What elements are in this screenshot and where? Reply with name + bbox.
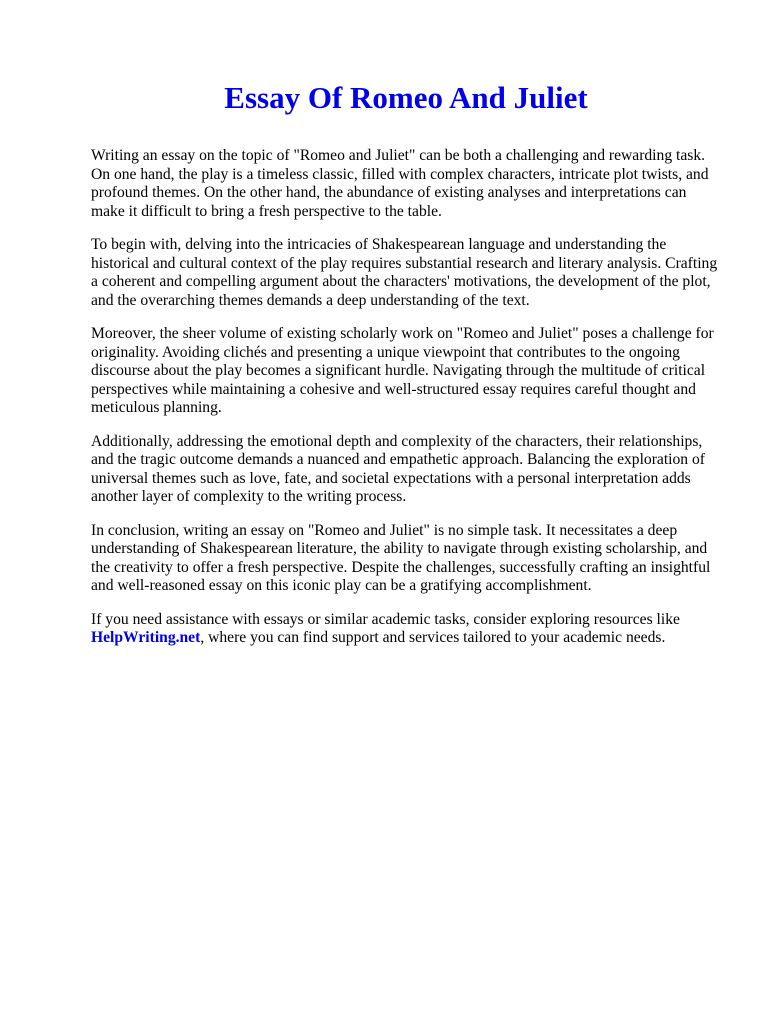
text-line: In conclusion, writing an essay on "Romeo and Juliet" is no simple task. It necessitates a deep [91,521,678,539]
closing-line-rest: , where you can find support and services tailored to your academic needs. [200,629,666,646]
paragraph-3 [91,325,731,418]
closing-paragraph [91,611,731,648]
text-line: Writing an essay on the topic of "Romeo and Juliet" can be both a challenging and rewarding task. [91,147,706,164]
text-line: understanding of Shakespearean literature, the ability to navigate through existing scholarship, and [91,540,708,557]
text-line: If you need assistance with essays or similar academic tasks, consider exploring resources like [91,610,680,628]
paragraph-5 [91,522,731,596]
text-line: Additionally, addressing the emotional depth and complexity of the characters, their relationships, [91,432,703,450]
text-line: profound themes. On the other hand, the abundance of existing analyses and interpretations can [91,184,687,201]
text-line [91,629,731,648]
essay-body [91,147,731,663]
paragraph-1 [91,147,731,221]
text-line: another layer of complexity to the writing process. [91,488,407,505]
text-line: meticulous planning. [91,399,222,416]
text-line: a coherent and compelling argument about the characters' motivations, the development of the plot, [91,273,711,290]
text-line: On one hand, the play is a timeless classic, filled with complex characters, intricate plot twists, and [91,165,709,183]
page-title: Essay Of Romeo And Juliet [224,80,588,115]
helpwriting-link[interactable]: HelpWriting.net [91,629,201,646]
text-line: make it difficult to bring a fresh perspective to the table. [91,202,442,220]
text-line: originality. Avoiding clichés and presenting a unique viewpoint that contributes to the ongoing [91,343,680,361]
text-line: perspectives while maintaining a cohesive and well-structured essay requires careful thought and [91,380,696,398]
text-line: To begin with, delving into the intricacies of Shakespearean language and understanding the [91,236,667,253]
text-line: and the tragic outcome demands a nuanced and empathetic approach. Balancing the exploration of [91,451,705,468]
text-line: historical and cultural context of the play requires substantial research and literary analysis. Crafting [91,254,718,272]
text-line: discourse about the play becomes a significant hurdle. Navigating through the multitude of critical [91,362,706,379]
text-line: universal themes such as love, fate, and societal expectations with a personal interpretation adds [91,469,691,487]
paragraph-2 [91,236,731,310]
text-line: Moreover, the sheer volume of existing scholarly work on "Romeo and Juliet" poses a challenge for [91,325,714,342]
text-line: the creativity to offer a fresh perspective. Despite the challenges, successfully crafting an insightful [91,558,711,576]
paragraph-4 [91,433,731,507]
text-line: and the overarching themes demands a deep understanding of the text. [91,291,530,309]
text-line: and well-reasoned essay on this iconic play can be a gratifying accomplishment. [91,577,592,594]
